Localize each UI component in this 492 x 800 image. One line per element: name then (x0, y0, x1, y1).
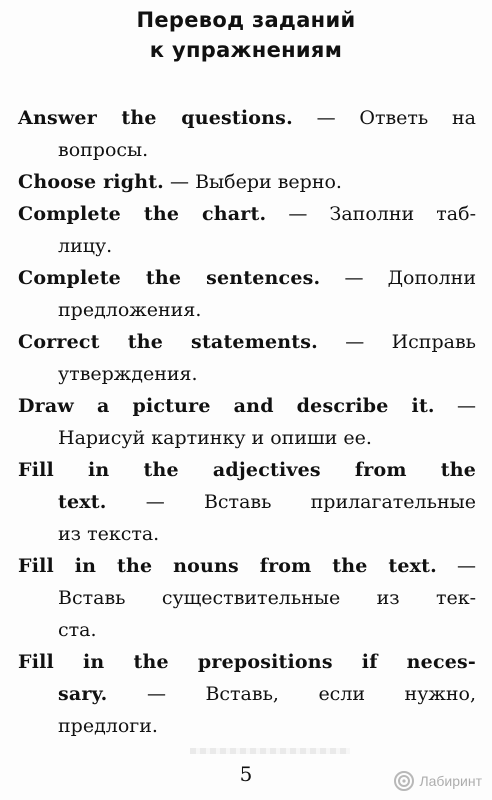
page-title-line-1: Перевод заданий (136, 8, 356, 32)
entry-line (18, 550, 476, 582)
faint-print-artifact (190, 748, 350, 754)
russian-translation: предложения. (58, 299, 202, 321)
russian-translation: Вставь существительные из тек- (58, 587, 476, 609)
page-title-line-2: к упражнениям (149, 38, 343, 62)
entry-line (18, 646, 476, 678)
watermark-text: Лабиринт (419, 773, 482, 789)
english-instruction: Answer the questions. (18, 107, 293, 129)
russian-translation: вопросы. (58, 139, 149, 161)
instruction-entry (18, 102, 476, 166)
english-instruction: Correct the statements. (18, 331, 319, 353)
instruction-entry (18, 390, 476, 454)
russian-translation: — Заполни таб- (266, 203, 476, 225)
entry-line (18, 166, 476, 198)
page-number: 5 (239, 762, 253, 786)
entry-line (18, 134, 476, 166)
entry-line (18, 710, 476, 742)
entry-line (18, 262, 476, 294)
russian-translation: — Дополни (320, 267, 476, 289)
entry-line (18, 518, 476, 550)
watermark (393, 770, 482, 792)
english-instruction: Fill in the nouns from the text. (18, 555, 437, 577)
instruction-entry (18, 550, 476, 646)
russian-translation: лицу. (58, 235, 113, 257)
russian-translation: — Ответь на (292, 107, 477, 129)
russian-translation: Нарисуй картинку и опиши ее. (58, 427, 372, 449)
english-instruction: Complete the sentences. (18, 267, 321, 289)
russian-translation: — Исправь (318, 331, 476, 353)
english-instruction: Fill in the adjectives from the (18, 459, 476, 481)
entry-line (18, 230, 476, 262)
entry-line (18, 294, 476, 326)
entry-line (18, 486, 476, 518)
english-instruction: Draw a picture and describe it. (18, 395, 435, 417)
entry-line (18, 422, 476, 454)
entry-line (18, 390, 476, 422)
entry-line (18, 198, 476, 230)
russian-translation: — Выбери верно. (164, 171, 342, 193)
russian-translation: — (434, 395, 476, 417)
instruction-entry (18, 326, 476, 390)
english-instruction: sary. (58, 683, 108, 705)
entry-line (18, 678, 476, 710)
instruction-entry (18, 166, 476, 198)
russian-translation: — Вставь, если нужно, (107, 683, 476, 705)
instruction-entry (18, 262, 476, 326)
labyrinth-logo-icon (393, 770, 415, 792)
entry-line (18, 102, 476, 134)
english-instruction: Choose right. (18, 171, 164, 193)
entry-line (18, 454, 476, 486)
russian-translation: ста. (58, 619, 97, 641)
instruction-entry (18, 198, 476, 262)
russian-translation: из текста. (58, 523, 160, 545)
russian-translation: — (436, 555, 476, 577)
english-instruction: text. (58, 491, 107, 513)
english-instruction: Fill in the prepositions if neces- (18, 651, 476, 673)
entry-line (18, 358, 476, 390)
russian-translation: утверждения. (58, 363, 198, 385)
instruction-entry (18, 454, 476, 550)
russian-translation: предлоги. (58, 715, 158, 737)
entry-line (18, 326, 476, 358)
instruction-entry (18, 646, 476, 742)
entry-line (18, 582, 476, 614)
english-instruction: Complete the chart. (18, 203, 267, 225)
instruction-list (18, 102, 476, 742)
russian-translation: — Вставь прилагательные (106, 491, 476, 513)
entry-line (18, 614, 476, 646)
